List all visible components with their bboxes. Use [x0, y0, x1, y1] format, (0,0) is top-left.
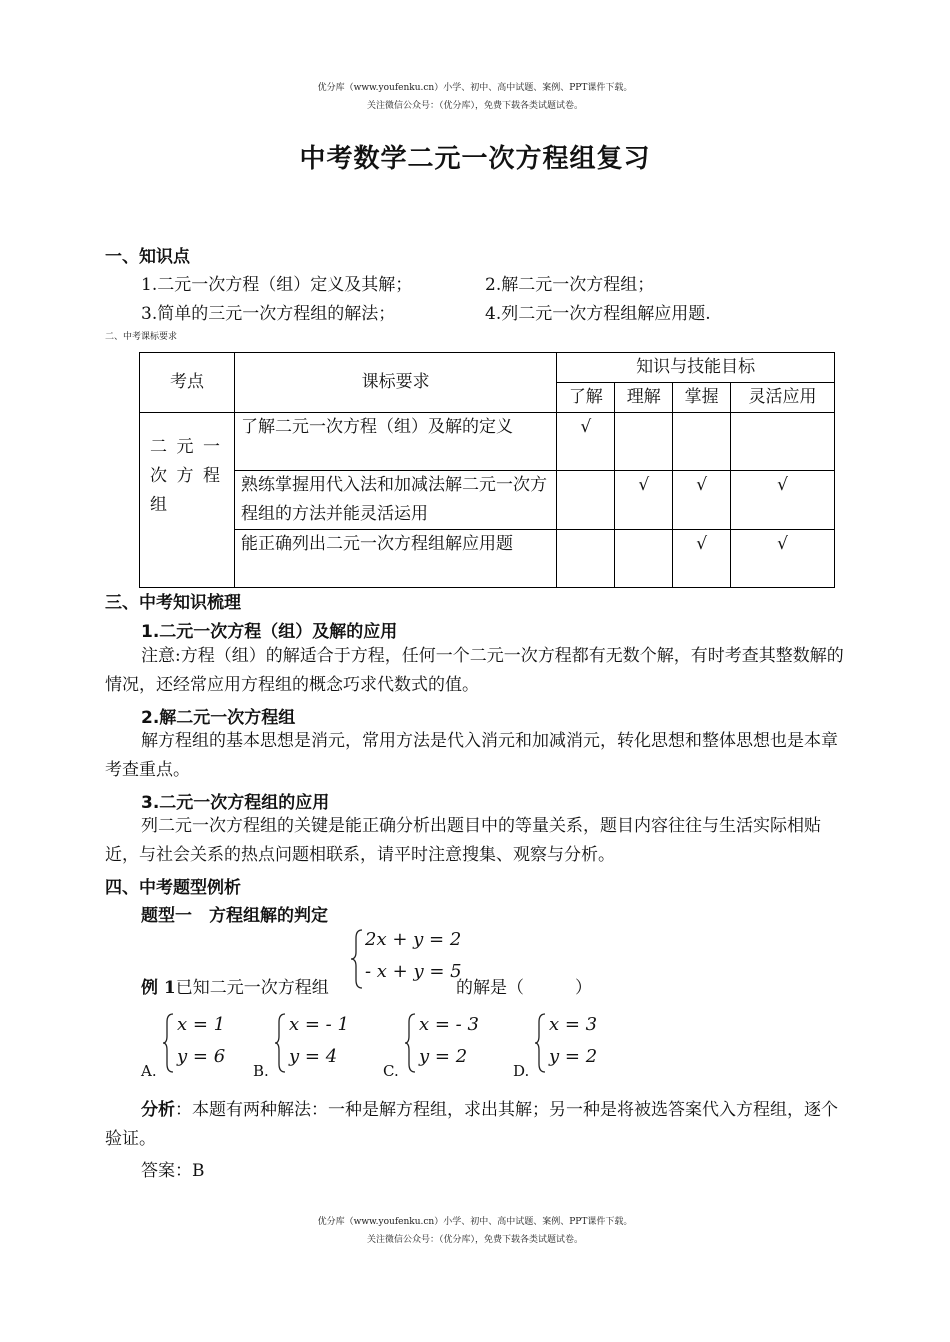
section2-heading: 二、中考课标要求	[105, 332, 178, 342]
page-header-line1: 优分库（www.youfenku.cn）小学、初中、高中试题、案例、PPT课件下载。	[317, 83, 633, 93]
left-brace-icon	[534, 1012, 546, 1074]
system-eq-1: 2x + y = 2	[365, 929, 462, 950]
option-d-label: D.	[513, 1062, 530, 1080]
left-brace-icon	[162, 1012, 174, 1074]
knowledge-item-2: 2.解二元一次方程组；	[485, 275, 655, 295]
option-a-label: A.	[141, 1062, 157, 1080]
check-mark	[557, 530, 615, 588]
header-skill-goals: 知识与技能目标	[557, 353, 835, 383]
option-a-eq2: y = 6	[177, 1046, 226, 1067]
section3-heading: 三、中考知识梳理	[105, 593, 241, 613]
check-mark: √	[731, 530, 835, 588]
system-eq-2: - x + y = 5	[365, 961, 462, 982]
level-apply: 灵活应用	[731, 383, 835, 413]
analysis-label: 分析	[141, 1100, 175, 1120]
knowledge-item-1: 1.二元一次方程（组）定义及其解；	[141, 275, 413, 295]
level-understand: 了解	[557, 383, 615, 413]
check-mark	[673, 413, 731, 471]
header-requirement: 课标要求	[234, 353, 556, 413]
example-tail: 的解是（ ）	[456, 978, 592, 998]
table-row-req: 了解二元一次方程（组）及解的定义	[234, 413, 556, 471]
knowledge-item-4: 4.列二元一次方程组解应用题.	[485, 304, 711, 324]
check-mark	[615, 530, 673, 588]
option-b-label: B.	[253, 1062, 269, 1080]
option-b-eq2: y = 4	[289, 1046, 338, 1067]
check-mark	[557, 471, 615, 530]
topic-text: 二 元 一 次 方 程 组	[150, 437, 220, 515]
option-c-eq2: y = 2	[419, 1046, 468, 1067]
subsection1-text: 注意:方程（组）的解适合于方程，任何一个二元一次方程都有无数个解，有时考查其整数解的情况，还经常应用方程组的概念巧求代数式的值。	[105, 646, 844, 695]
section4-heading: 四、中考题型例析	[105, 878, 241, 898]
example-1	[141, 973, 329, 998]
section1-heading: 一、知识点	[105, 247, 190, 267]
answer: 答案：B	[141, 1161, 205, 1181]
table-row-req: 熟练掌握用代入法和加减法解二元一次方程组的方法并能灵活运用	[234, 471, 556, 530]
check-mark	[731, 413, 835, 471]
option-b-eq1: x = - 1	[289, 1014, 349, 1035]
subsection3-text: 列二元一次方程组的关键是能正确分析出题目中的等量关系，题目内容往往与生活实际相贴近，与社会关系的热点问题相联系，请平时注意搜集、观察与分析。	[105, 816, 821, 865]
example-text: 已知二元一次方程组	[175, 978, 329, 998]
page-footer-line2: 关注微信公众号：（优分库），免费下载各类试题试卷。	[366, 1235, 583, 1245]
check-mark: √	[673, 471, 731, 530]
option-d-eq1: x = 3	[549, 1014, 598, 1035]
table-row-req: 能正确列出二元一次方程组解应用题	[234, 530, 556, 588]
subsection1-title: 1.二元一次方程（组）及解的应用	[141, 622, 398, 642]
left-brace-icon	[404, 1012, 416, 1074]
option-d-eq2: y = 2	[549, 1046, 598, 1067]
check-mark	[615, 413, 673, 471]
curriculum-table	[139, 352, 835, 588]
question-type-1: 题型一 方程组解的判定	[141, 906, 328, 926]
analysis-text: ：本题有两种解法：一种是解方程组，求出其解；另一种是将被选答案代入方程组，逐个验证。	[105, 1100, 838, 1149]
level-master: 掌握	[673, 383, 731, 413]
example-label: 例 1	[141, 978, 176, 998]
subsection2-text: 解方程组的基本思想是消元，常用方法是代入消元和加减消元，转化思想和整体思想也是本章考查重点。	[105, 731, 838, 780]
page-title: 中考数学二元一次方程组复习	[299, 144, 651, 174]
subsection2-title: 2.解二元一次方程组	[141, 708, 296, 728]
topic-cell	[140, 413, 235, 588]
option-c-label: C.	[383, 1062, 399, 1080]
left-brace-icon	[350, 928, 364, 990]
knowledge-item-3: 3.简单的三元一次方程组的解法；	[141, 304, 396, 324]
analysis	[105, 1096, 848, 1154]
page-footer-line1: 优分库（www.youfenku.cn）小学、初中、高中试题、案例、PPT课件下载。	[317, 1217, 633, 1227]
option-a-eq1: x = 1	[177, 1014, 226, 1035]
subsection3-title: 3.二元一次方程组的应用	[141, 793, 330, 813]
check-mark: √	[731, 471, 835, 530]
check-mark: √	[557, 413, 615, 471]
header-kaodian: 考点	[140, 353, 235, 413]
check-mark: √	[673, 530, 731, 588]
page-header-line2: 关注微信公众号：（优分库），免费下载各类试题试卷。	[366, 101, 583, 111]
level-comprehend: 理解	[615, 383, 673, 413]
check-mark: √	[615, 471, 673, 530]
option-c-eq1: x = - 3	[419, 1014, 479, 1035]
left-brace-icon	[274, 1012, 286, 1074]
